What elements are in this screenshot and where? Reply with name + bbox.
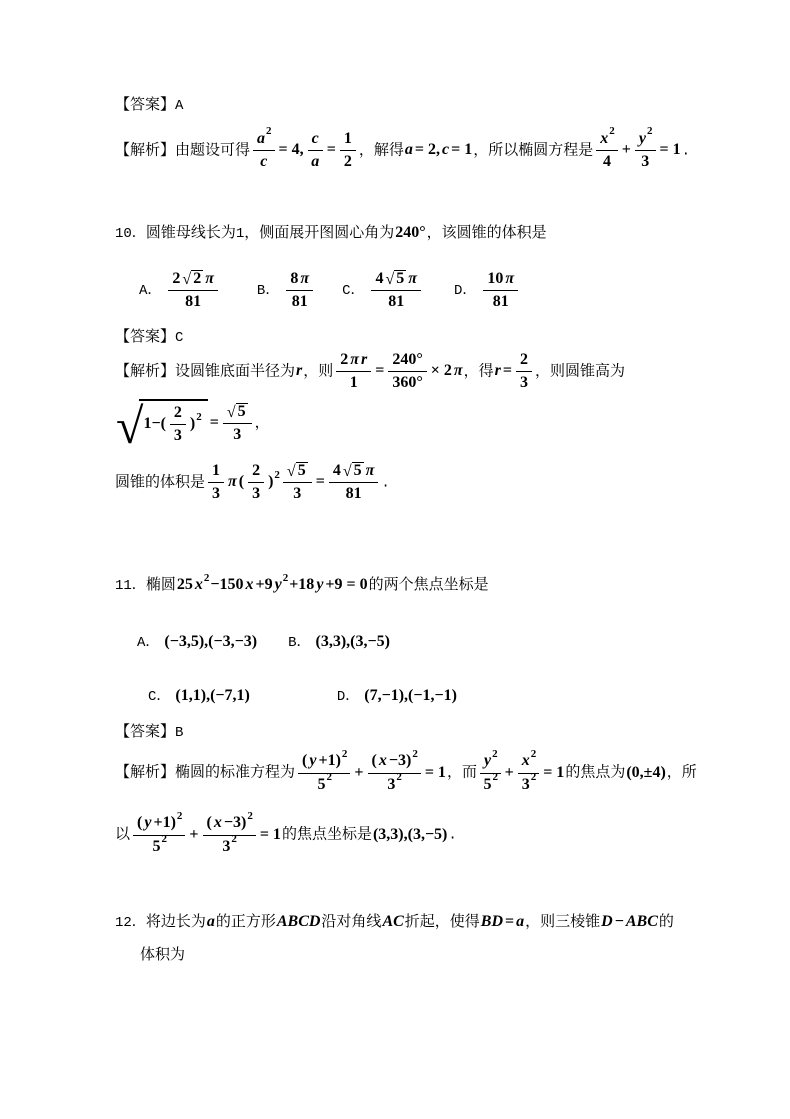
option-B	[288, 632, 391, 653]
cjk-text: 以	[115, 825, 131, 843]
math-number: (7,−1),(−1,−1)	[364, 687, 457, 705]
math-number: +	[354, 763, 364, 781]
denominator	[635, 151, 656, 171]
cjk-text: 圆锥母线长为	[145, 224, 236, 242]
cjk-text: 圆锥的体积是	[115, 472, 206, 490]
cjk-text: ，侧面展开图圆心角为	[244, 224, 395, 242]
superscript: 2	[274, 468, 280, 481]
numerator	[298, 748, 350, 773]
radical-sign: √	[385, 271, 395, 289]
superscript: 2	[647, 125, 653, 138]
math-number: 3	[521, 775, 530, 793]
math-number: 3	[520, 374, 528, 392]
fraction	[336, 351, 371, 393]
fraction	[371, 270, 421, 312]
denominator	[283, 483, 312, 503]
math-number: 81	[492, 293, 509, 311]
math-variable: r	[296, 362, 303, 380]
math-number: 3	[173, 427, 182, 445]
math-number: =	[502, 362, 512, 380]
cjk-text: 【解析】由题设可得	[115, 140, 251, 158]
math-variable: π	[300, 269, 310, 287]
math-number: (3,3),(3,−5)	[315, 632, 390, 650]
radicand	[352, 462, 364, 480]
numerator	[340, 130, 356, 151]
fraction	[223, 402, 252, 444]
option-letter: A．	[137, 634, 160, 651]
math-number: 2	[193, 270, 202, 288]
analysis-b-1	[115, 748, 710, 794]
math-number: 1−(	[143, 415, 166, 433]
square-root	[343, 462, 364, 480]
cjk-text: 的焦点坐标是	[281, 825, 372, 843]
fraction	[133, 809, 185, 856]
radical-sign: √	[116, 398, 144, 455]
numerator	[253, 125, 275, 151]
math-number: 4	[375, 269, 384, 287]
latin-text: A	[175, 98, 184, 114]
math-variable: π	[350, 351, 359, 369]
math-variable: x	[378, 752, 387, 770]
math-number: =	[375, 362, 385, 380]
numerator	[635, 125, 656, 151]
option-D	[337, 686, 458, 707]
fraction	[203, 809, 256, 856]
math-number: 81	[388, 293, 405, 311]
math-variable: x	[194, 576, 203, 594]
math-number: 3	[293, 485, 302, 503]
cjk-text: ，而	[446, 763, 477, 781]
math-variable: π	[228, 472, 237, 490]
math-number: = 1	[543, 763, 565, 781]
square-root	[182, 270, 203, 288]
denominator	[298, 771, 350, 794]
q10-options	[115, 270, 710, 312]
superscript: 2	[196, 411, 202, 424]
denominator	[223, 424, 252, 444]
math-variable: y	[309, 752, 317, 770]
latin-text: .	[448, 827, 457, 844]
math-number: 4	[332, 461, 341, 479]
math-number: (−3,5),(−3,−3)	[164, 632, 258, 650]
numerator	[483, 270, 518, 291]
math-number: 3	[387, 775, 396, 793]
math-number: = 1	[659, 140, 681, 158]
math-variable: y	[144, 814, 152, 832]
superscript: 2	[326, 771, 332, 784]
superscript: 2	[161, 833, 167, 846]
latin-text: 1	[235, 226, 245, 243]
math-variable: x	[521, 752, 530, 770]
q12-stem-cont	[115, 946, 710, 965]
math-number: −3)	[223, 814, 247, 832]
math-number: (3,3),(3,−5)	[372, 825, 448, 843]
fraction	[635, 125, 656, 172]
math-variable: a	[206, 912, 215, 930]
q12-stem	[115, 912, 710, 933]
superscript: 2	[396, 771, 402, 784]
math-variable: a	[516, 912, 525, 930]
math-variable: a	[257, 129, 266, 147]
cjk-text: ，解得	[358, 140, 404, 158]
fraction	[298, 748, 350, 794]
option-letter: B．	[256, 283, 280, 300]
superscript: 2	[492, 771, 498, 784]
superscript: 2	[266, 125, 272, 138]
denominator	[203, 833, 256, 856]
math-variable: r	[494, 362, 501, 380]
math-number: 2	[343, 152, 352, 170]
cjk-text: 【答案】	[115, 327, 176, 345]
fraction	[368, 748, 421, 794]
math-number: +9 = 0	[325, 576, 368, 594]
denominator	[329, 483, 379, 503]
math-number: 3	[252, 485, 261, 503]
radicand	[139, 399, 207, 448]
math-variable: π	[408, 269, 417, 287]
math-number: 1	[343, 129, 352, 147]
denominator	[516, 372, 532, 392]
math-variable: ABC	[625, 912, 658, 930]
radicand	[191, 270, 203, 288]
numerator	[596, 125, 618, 151]
latin-text: 12．	[115, 914, 146, 931]
numerator	[223, 402, 252, 423]
math-number: )	[189, 415, 196, 433]
math-number: 81	[185, 293, 202, 311]
cjk-text: 【解析】椭圆的标准方程为	[115, 763, 296, 781]
fraction	[283, 462, 312, 504]
denominator	[483, 291, 518, 311]
math-number: −3)	[388, 752, 412, 770]
latin-text: .	[381, 474, 390, 491]
radical-sign: √	[226, 403, 236, 421]
fraction	[480, 748, 501, 794]
denominator	[308, 151, 323, 171]
q10-stem	[115, 223, 710, 244]
cjk-text: 【答案】	[115, 96, 176, 113]
cjk-text: 折起，使得	[404, 912, 480, 930]
radical-sign: √	[342, 463, 352, 481]
radical-sign: √	[182, 271, 192, 289]
denominator	[336, 372, 371, 392]
numerator	[371, 270, 421, 291]
math-variable: AC	[382, 912, 404, 930]
math-number: 2	[340, 351, 349, 369]
fraction	[248, 462, 264, 504]
superscript: 2	[492, 748, 498, 761]
numerator	[388, 351, 426, 372]
q11-options-cd	[115, 686, 710, 707]
fraction	[340, 130, 356, 172]
numerator	[368, 748, 421, 773]
math-number: 5	[483, 775, 492, 793]
denominator	[480, 771, 501, 794]
numerator	[516, 351, 532, 372]
denominator	[596, 151, 618, 171]
answer-b	[115, 723, 710, 743]
math-number: × 2	[430, 362, 452, 380]
math-number: (0,±4)	[626, 763, 666, 781]
math-variable: y	[316, 576, 324, 594]
math-variable: a	[311, 152, 320, 170]
cjk-text: ，所	[666, 763, 697, 781]
math-number: =	[505, 912, 515, 930]
cjk-text: 体积为	[140, 946, 186, 964]
denominator	[388, 372, 426, 392]
math-number: −	[614, 912, 624, 930]
math-variable: ABCD	[276, 912, 321, 930]
radicand	[394, 270, 406, 288]
math-number: (	[238, 472, 245, 490]
math-variable: r	[361, 351, 368, 369]
math-number: 3	[233, 425, 242, 443]
denominator	[168, 291, 218, 311]
answer-c	[115, 328, 710, 348]
math-number: 10	[487, 269, 504, 287]
math-number: (1,1),(−7,1)	[175, 687, 250, 705]
numerator	[308, 130, 323, 151]
math-number: 2	[173, 403, 182, 421]
option-C	[148, 686, 251, 707]
math-number: 3	[641, 152, 650, 170]
math-number: = 1	[259, 825, 281, 843]
math-number: (	[302, 752, 308, 770]
fraction	[168, 270, 218, 312]
q11-options-ab	[115, 632, 710, 653]
cjk-text: ，则三棱锥	[525, 912, 601, 930]
math-variable: y	[274, 576, 282, 594]
cjk-text: ，则	[303, 362, 334, 380]
cjk-text: 椭圆	[145, 576, 176, 594]
superscript: 2	[530, 771, 537, 784]
option-D	[454, 270, 521, 312]
math-number: 3	[212, 485, 221, 503]
fraction	[308, 130, 323, 172]
option-A	[137, 632, 258, 653]
analysis-c-3	[115, 462, 710, 504]
superscript: 2	[203, 572, 210, 585]
math-number: =	[209, 413, 219, 431]
cjk-text: 的焦点为	[565, 763, 626, 781]
math-number: +	[189, 825, 199, 843]
math-number: = 4,	[278, 140, 304, 158]
option-B	[257, 270, 316, 312]
math-number: +18	[289, 576, 315, 594]
math-variable: x	[213, 814, 222, 832]
square-root	[287, 462, 308, 480]
math-variable: c	[311, 129, 319, 147]
math-variable: π	[505, 269, 515, 287]
square-root	[227, 403, 248, 421]
numerator	[203, 809, 256, 835]
math-number: 1	[212, 461, 221, 479]
square-root	[385, 270, 406, 288]
latin-text: B	[175, 724, 184, 741]
math-number: +9	[255, 576, 273, 594]
fraction	[483, 270, 518, 312]
latin-text: 11．	[115, 578, 146, 595]
cjk-text: 的	[658, 912, 674, 930]
superscript: 2	[412, 748, 418, 761]
numerator	[329, 462, 379, 483]
cjk-text: 沿对角线	[321, 912, 382, 930]
option-C	[342, 270, 424, 312]
math-variable: c	[260, 152, 268, 170]
numerator	[283, 462, 312, 483]
math-number: 5	[396, 270, 405, 288]
math-number: 240°	[392, 351, 423, 369]
latin-text: C	[175, 329, 184, 346]
math-number: 81	[291, 293, 308, 311]
fraction	[329, 462, 379, 504]
option-letter: C．	[148, 689, 171, 706]
math-number: (	[206, 814, 212, 832]
answer-a	[115, 96, 710, 116]
math-variable: π	[205, 269, 214, 287]
analysis-b-2	[115, 809, 710, 856]
numerator	[168, 270, 218, 291]
superscript: 2	[176, 809, 183, 822]
math-number: = 2,	[414, 140, 441, 158]
denominator	[371, 291, 421, 311]
square-root	[116, 398, 208, 455]
fraction	[208, 462, 224, 504]
math-number: 2	[520, 351, 528, 369]
math-number: 4	[603, 152, 612, 170]
math-number: 2	[252, 461, 261, 479]
cjk-text: ，得	[463, 362, 494, 380]
numerator	[170, 404, 186, 425]
fraction	[516, 351, 532, 393]
denominator	[253, 151, 275, 171]
latin-text: .	[681, 142, 691, 159]
math-number: +	[504, 763, 514, 781]
math-number: 240°	[395, 224, 426, 242]
cjk-text: ，	[254, 413, 270, 431]
math-variable: x	[600, 129, 609, 147]
math-number: )	[268, 472, 274, 490]
superscript: 2	[247, 809, 253, 822]
math-number: 2	[172, 269, 181, 287]
q11-stem	[115, 572, 710, 596]
math-number: =	[326, 140, 336, 158]
math-number: −150	[210, 576, 244, 594]
denominator	[170, 425, 186, 445]
fraction	[170, 404, 186, 446]
math-number: 3	[222, 837, 231, 855]
option-A	[139, 270, 221, 312]
denominator	[340, 151, 356, 171]
denominator	[286, 291, 313, 311]
math-number: 1	[349, 374, 358, 392]
denominator	[518, 771, 540, 794]
superscript: 2	[530, 748, 537, 761]
cjk-text: ，该圆锥的体积是	[426, 224, 547, 242]
math-number: 5	[297, 462, 306, 480]
math-number: 5	[317, 775, 326, 793]
superscript: 2	[609, 125, 615, 138]
denominator	[368, 771, 421, 794]
math-number: 360°	[392, 374, 423, 392]
math-number: (	[137, 814, 143, 832]
denominator	[133, 833, 185, 856]
fraction	[518, 748, 540, 794]
math-number: +	[621, 140, 631, 158]
math-number: 8	[290, 269, 299, 287]
analysis-c-2	[115, 398, 710, 455]
math-variable: D	[601, 912, 613, 930]
numerator	[133, 809, 185, 835]
radicand	[296, 462, 308, 480]
analysis-c-1	[115, 351, 710, 393]
math-number: =	[315, 472, 325, 490]
fraction	[596, 125, 618, 172]
math-variable: y	[638, 129, 646, 147]
radicand	[236, 403, 248, 421]
math-number: = 1	[424, 763, 446, 781]
option-letter: B．	[288, 634, 311, 651]
math-variable: π	[453, 362, 463, 380]
denominator	[248, 483, 264, 503]
cjk-text: 的正方形	[215, 912, 276, 930]
math-variable: a	[404, 140, 413, 158]
math-number: +1)	[153, 814, 176, 832]
math-variable: BD	[480, 912, 504, 930]
cjk-text: 【答案】	[115, 722, 176, 740]
math-variable: x	[245, 576, 254, 594]
fraction	[388, 351, 426, 393]
superscript: 2	[231, 833, 237, 846]
cjk-text: 【解析】设圆锥底面半径为	[115, 362, 296, 380]
math-variable: π	[365, 461, 375, 479]
math-variable: c	[442, 140, 450, 158]
math-number: 25	[176, 576, 193, 594]
option-letter: D．	[336, 689, 360, 706]
option-letter: D．	[453, 283, 477, 300]
numerator	[336, 351, 371, 372]
math-number: 5	[353, 462, 362, 480]
numerator	[248, 462, 264, 483]
analysis-a	[115, 125, 710, 172]
superscript: 2	[282, 572, 289, 585]
fraction	[286, 270, 313, 312]
denominator	[208, 483, 224, 503]
math-number: 5	[152, 837, 161, 855]
option-letter: A．	[139, 283, 162, 300]
superscript: 2	[341, 748, 348, 761]
math-number: 5	[237, 402, 246, 420]
math-number: +1)	[318, 752, 341, 770]
option-letter: C．	[342, 283, 365, 300]
math-variable: y	[483, 752, 492, 770]
fraction	[253, 125, 275, 172]
math-number: (	[371, 752, 377, 770]
cjk-text: 将边长为	[145, 912, 206, 930]
math-number: = 1	[451, 140, 473, 158]
cjk-text: 的两个焦点坐标是	[368, 576, 489, 594]
cjk-text: ，所以椭圆方程是	[473, 140, 594, 158]
radical-sign: √	[286, 463, 296, 481]
cjk-text: ，则圆锥高为	[535, 362, 626, 380]
math-number: 81	[345, 485, 362, 503]
numerator	[208, 462, 224, 483]
latin-text: 10．	[115, 226, 146, 243]
numerator	[286, 270, 313, 291]
